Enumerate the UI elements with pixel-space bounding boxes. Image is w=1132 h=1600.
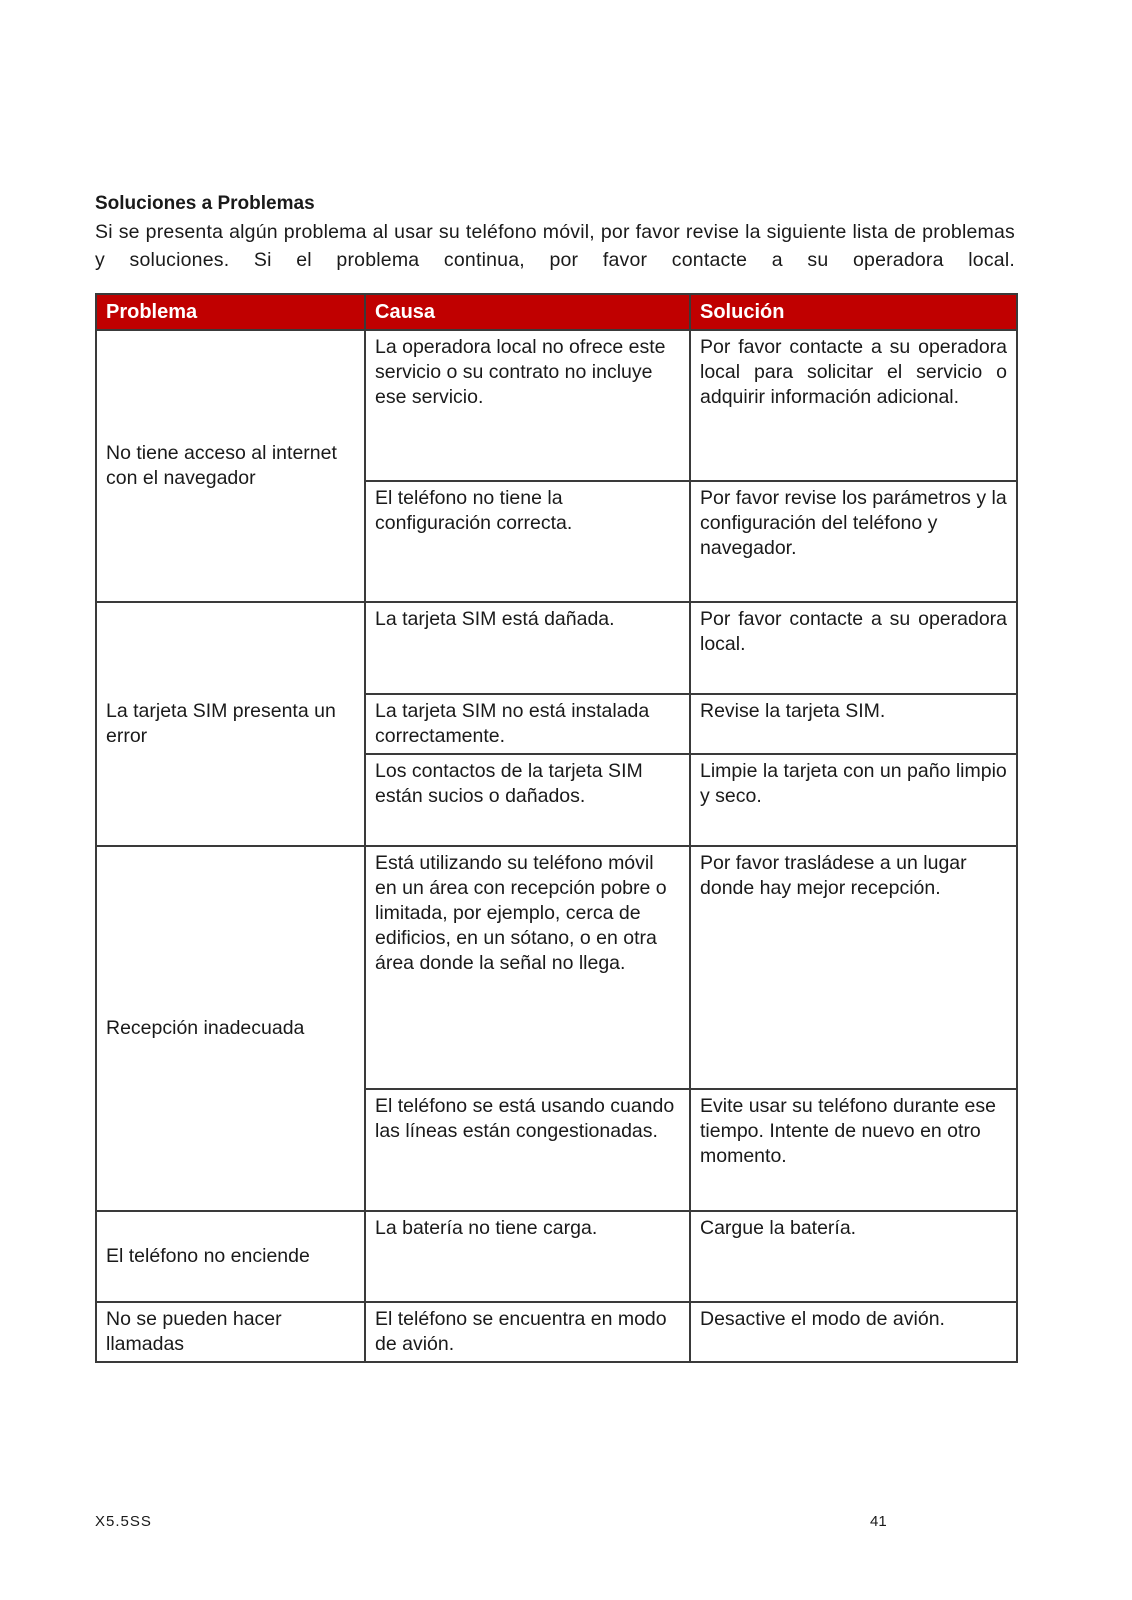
table-header-row xyxy=(96,294,1017,330)
troubleshooting-table xyxy=(95,293,1018,1363)
cause-cell: El teléfono se encuentra en modo de avión. xyxy=(365,1302,690,1362)
solution-cell: Por favor trasládese a un lugar donde hay mejor recepción. xyxy=(690,846,1017,1089)
solution-cell: Limpie la tarjeta con un paño limpio y seco. xyxy=(690,754,1017,846)
problem-cell: Recepción inadecuada xyxy=(96,846,365,1211)
header-problema: Problema xyxy=(96,294,365,330)
solution-cell: Por favor contacte a su operadora local. xyxy=(690,602,1017,694)
solution-cell: Por favor revise los parámetros y la configuración del teléfono y navegador. xyxy=(690,481,1017,602)
solution-cell: Cargue la batería. xyxy=(690,1211,1017,1302)
cause-cell: Está utilizando su teléfono móvil en un área con recepción pobre o limitada, por ejemplo, cerca de edificios, en un sótano, o en otra área donde la señal no llega. xyxy=(365,846,690,1089)
cause-cell: La batería no tiene carga. xyxy=(365,1211,690,1302)
header-causa: Causa xyxy=(365,294,690,330)
solution-cell: Por favor contacte a su operadora local para solicitar el servicio o adquirir información adicional. xyxy=(690,330,1017,481)
cause-cell: El teléfono no tiene la configuración correcta. xyxy=(365,481,690,602)
cause-cell: La tarjeta SIM está dañada. xyxy=(365,602,690,694)
footer-model: X5.5SS xyxy=(95,1513,152,1530)
intro-paragraph: Si se presenta algún problema al usar su teléfono móvil, por favor revise la siguiente lista de problemas y soluciones. Si el problema continua, por favor contacte a su operadora local. xyxy=(95,221,1015,271)
problem-cell: No tiene acceso al internet con el navegador xyxy=(96,330,365,602)
header-solucion: Solución xyxy=(690,294,1017,330)
page-number: 41 xyxy=(870,1513,887,1530)
table-row xyxy=(96,602,1017,694)
solution-cell: Desactive el modo de avión. xyxy=(690,1302,1017,1362)
cause-cell: Los contactos de la tarjeta SIM están sucios o dañados. xyxy=(365,754,690,846)
table-row xyxy=(96,1211,1017,1302)
content-area xyxy=(95,192,1015,274)
section-title: Soluciones a Problemas xyxy=(95,193,315,214)
cause-cell: El teléfono se está usando cuando las líneas están congestionadas. xyxy=(365,1089,690,1211)
solution-cell: Revise la tarjeta SIM. xyxy=(690,694,1017,754)
problem-cell: El teléfono no enciende xyxy=(96,1211,365,1302)
table-row xyxy=(96,846,1017,1089)
table-row xyxy=(96,330,1017,481)
problem-cell: No se pueden hacer llamadas xyxy=(96,1302,365,1362)
problem-cell: La tarjeta SIM presenta un error xyxy=(96,602,365,846)
cause-cell: La tarjeta SIM no está instalada correctamente. xyxy=(365,694,690,754)
solution-cell: Evite usar su teléfono durante ese tiempo. Intente de nuevo en otro momento. xyxy=(690,1089,1017,1211)
cause-cell: La operadora local no ofrece este servicio o su contrato no incluye ese servicio. xyxy=(365,330,690,481)
table-row xyxy=(96,1302,1017,1362)
